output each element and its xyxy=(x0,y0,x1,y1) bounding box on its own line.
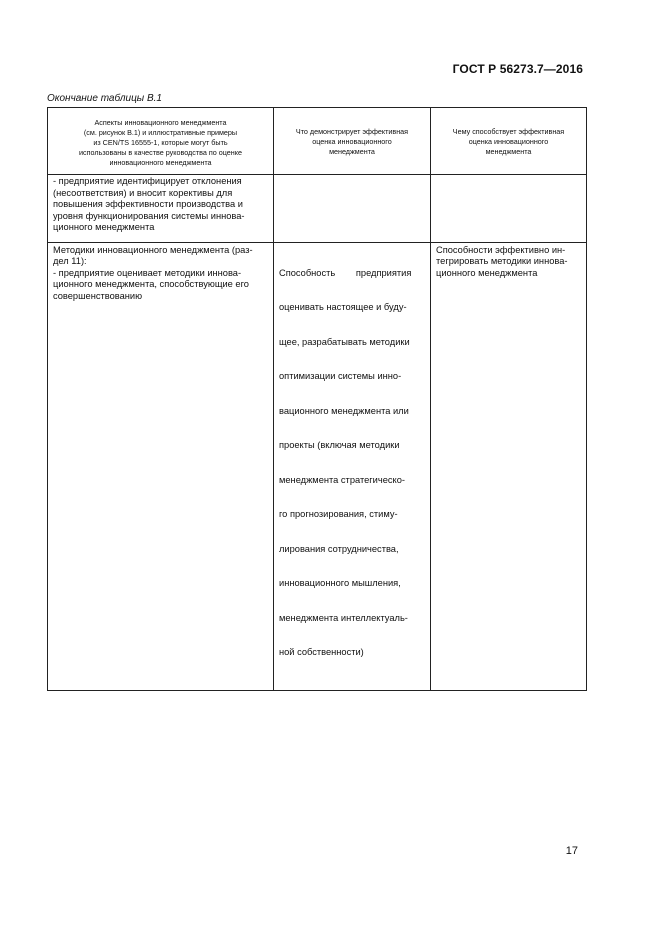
table-cell: - предприятие идентифицирует отклонения (несоответствия) и вносит корективы для повышения эффективности производства и уровня функционирования системы иннова- ционного менеджмента xyxy=(48,175,274,243)
table-caption: Окончание таблицы В.1 xyxy=(47,93,162,104)
table-row xyxy=(48,175,587,243)
table-cell: Методики инновационного менеджмента (раз- дел 11): - предприятие оценивает методики иннова- ционного менеджмента, способствующие его совершенствованию xyxy=(48,242,274,690)
header-cell-contributes: Чему способствует эффективная оценка инновационного менеджмента xyxy=(431,108,587,175)
header-cell-aspects: Аспекты инновационного менеджмента (см. рисунок В.1) и иллюстративные примеры из CEN/TS 16555-1, которые могут быть использованы в качестве руководства по оценке инновационного менеджмента xyxy=(48,108,274,175)
table-b1 xyxy=(47,107,587,691)
table-cell xyxy=(431,175,587,243)
table-header-row xyxy=(48,108,587,175)
page-number: 17 xyxy=(565,845,578,857)
table-cell: Способность предприятия оценивать настоящее и буду- щее, разрабатывать методики оптимизации системы инно- вационного менеджмента или проекты (включая методики менеджмента стратегическо- го прогнозирования, стиму- лирования сотрудничества, инновационного мышления, менеджмента интеллектуаль- ной собственности) xyxy=(274,242,431,690)
header-cell-demonstrates: Что демонстрирует эффективная оценка инновационного менеджмента xyxy=(274,108,431,175)
table-cell: Способности эффективно ин- тегрировать методики иннова- ционного менеджмента xyxy=(431,242,587,690)
standard-code: ГОСТ Р 56273.7—2016 xyxy=(452,62,583,76)
table-cell xyxy=(274,175,431,243)
table-row xyxy=(48,242,587,690)
